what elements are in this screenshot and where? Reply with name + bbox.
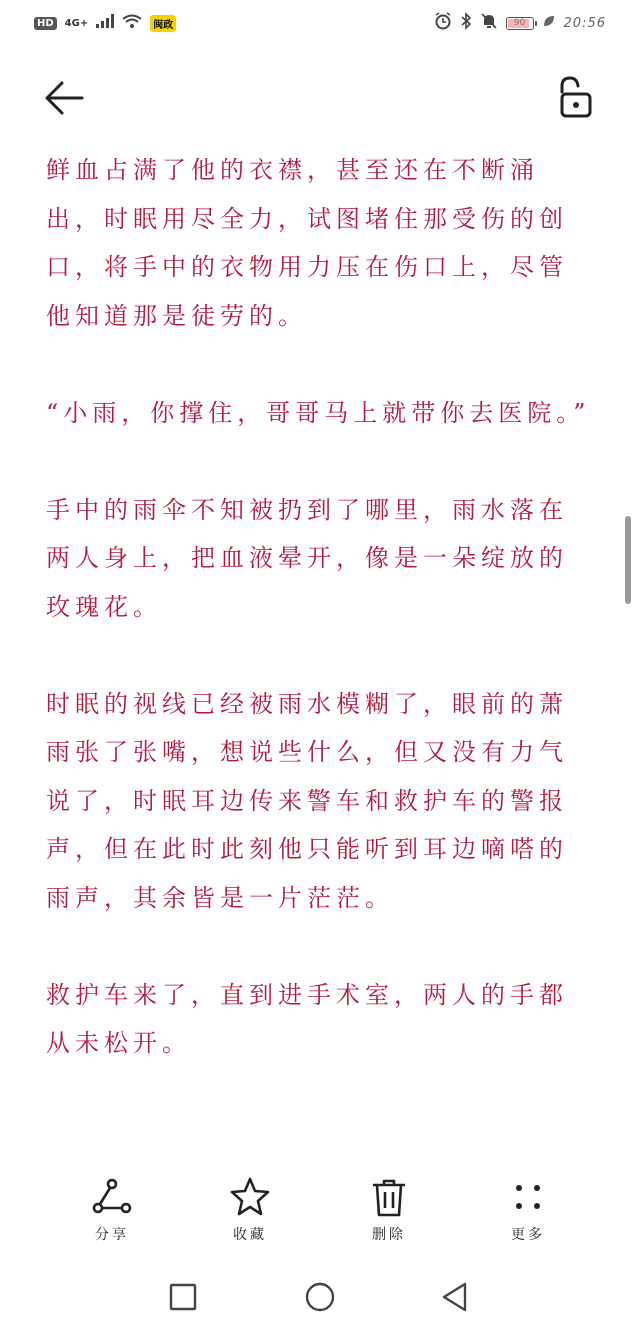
recent-apps-button[interactable] <box>166 1280 200 1314</box>
home-icon <box>303 1280 337 1314</box>
home-button[interactable] <box>303 1280 337 1314</box>
note-content[interactable] <box>46 146 594 1162</box>
favorite-button[interactable] <box>190 1176 310 1256</box>
bluetooth-icon <box>460 12 472 34</box>
share-icon <box>91 1176 133 1218</box>
clock: 20:56 <box>563 15 606 31</box>
status-bar <box>0 0 640 46</box>
battery-level: 90 <box>513 18 526 28</box>
delete-label: 删除 <box>372 1227 406 1243</box>
share-label: 分享 <box>95 1227 129 1243</box>
paragraph: 鲜血占满了他的衣襟，甚至还在不断涌出，时眠用尽全力，试图堵住那受伤的创口，将手中的衣物用力压在伤口上，尽管他知道那是徒劳的。 <box>46 156 568 330</box>
more-label: 更多 <box>511 1227 545 1243</box>
header <box>0 60 640 136</box>
leaf-icon <box>542 14 556 32</box>
more-icon <box>507 1176 549 1218</box>
alarm-icon <box>434 12 452 34</box>
mute-icon <box>480 12 498 34</box>
navigation-bar <box>0 1262 640 1330</box>
unlock-button[interactable] <box>552 74 600 122</box>
recent-apps-icon <box>166 1280 200 1314</box>
unlock-icon <box>552 74 600 122</box>
arrow-left-icon <box>40 74 88 122</box>
signal-icon <box>96 14 114 32</box>
star-icon <box>229 1176 271 1218</box>
bottom-toolbar <box>0 1162 640 1262</box>
gov-app-badge: 闽政 <box>150 15 176 32</box>
delete-button[interactable] <box>329 1176 449 1256</box>
back-button[interactable] <box>40 74 88 122</box>
share-button[interactable] <box>52 1176 172 1256</box>
status-right <box>434 12 606 34</box>
hd-badge: HD <box>34 17 57 30</box>
wifi-icon <box>122 14 142 32</box>
back-triangle-icon <box>438 1280 472 1314</box>
paragraph: 手中的雨伞不知被扔到了哪里，雨水落在两人身上，把血液晕开，像是一朵绽放的玫瑰花。 <box>46 495 568 621</box>
paragraph: “小雨，你撑住，哥哥马上就带你去医院。” <box>46 398 591 427</box>
system-back-button[interactable] <box>438 1280 472 1314</box>
trash-icon <box>368 1176 410 1218</box>
paragraph: 时眠的视线已经被雨水模糊了，眼前的萧雨张了张嘴，想说些什么，但又没有力气说了，时眠耳边传来警车和救护车的警报声，但在此时此刻他只能听到耳边嘀嗒的雨声，其余皆是一片茫茫。 <box>46 689 568 912</box>
favorite-label: 收藏 <box>233 1227 267 1243</box>
battery-indicator <box>506 17 534 30</box>
more-button[interactable] <box>468 1176 588 1256</box>
status-left <box>34 14 176 32</box>
scrollbar[interactable] <box>625 516 631 604</box>
network-type: 4G+ <box>64 17 89 29</box>
paragraph: 救护车来了，直到进手术室，两人的手都从未松开。 <box>46 980 568 1057</box>
